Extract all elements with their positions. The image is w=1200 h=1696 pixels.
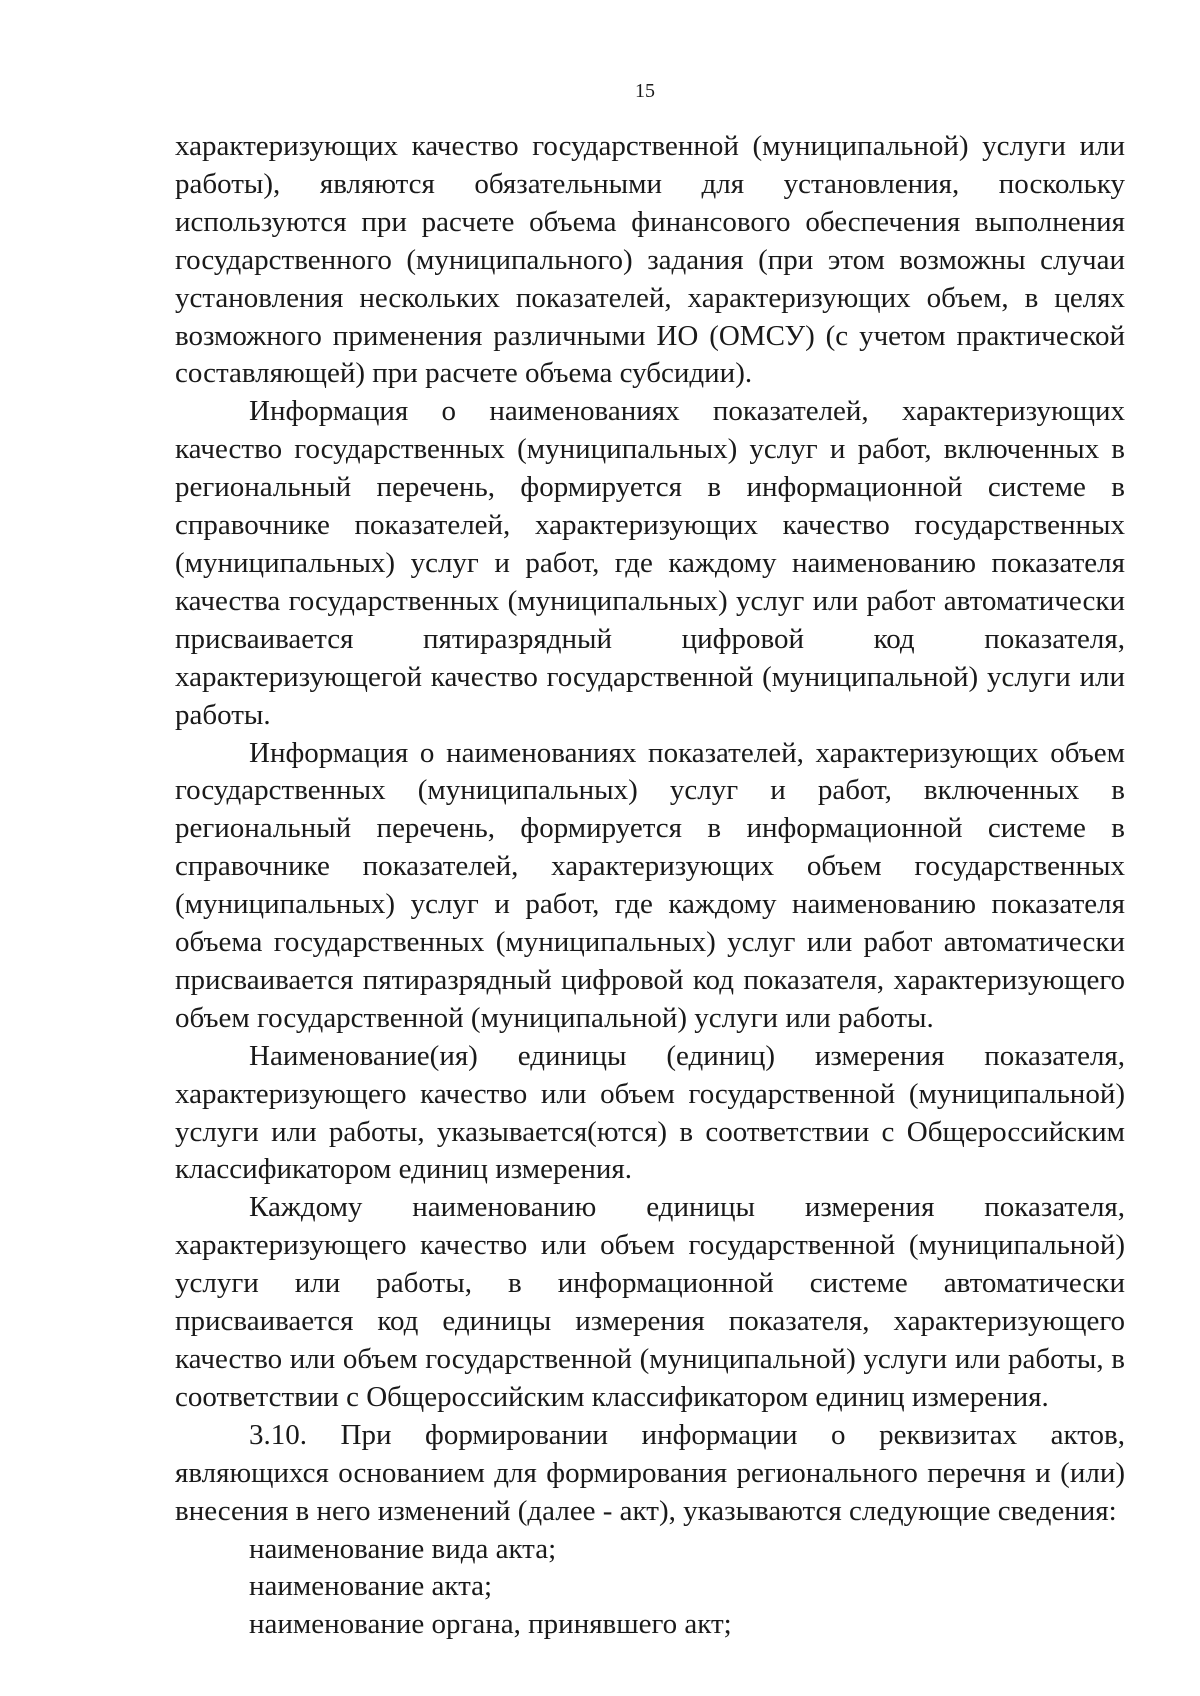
paragraph-quality-indicators: Информация о наименованиях показателей, характеризующих качество государственных (муниципальных) услуг и работ, включенных в региональный перечень, формируется в информационной системе в справочнике показателей, характеризующих качество государственных (муниципальных) услуг и работ, где каждому наименованию показателя качества государственных (муниципальных) услуг или работ автоматически присваивается пятиразрядный цифровой код показателя, характеризующегой качество государственной (муниципальной) услуги или работы. <box>175 395 1125 731</box>
paragraph-measurement-units: Наименование(ия) единицы (единиц) измерения показателя, характеризующего качество или объем государственной (муниципальной) услуги или работы, указывается(ются) в соответствии с Общероссийским классификатором единиц измерения. <box>175 1039 1125 1186</box>
document-body <box>175 128 1125 1644</box>
page-number: 15 <box>635 80 655 102</box>
paragraph-unit-codes: Каждому наименованию единицы измерения показателя, характеризующего качество или объем государственной (муниципальной) услуги или работы, в информационной системе автоматически присваивается код единицы измерения показателя, характеризующего качество или объем государственной (муниципальной) услуги или работы, в соответствии с Общероссийским классификатором единиц измерения. <box>175 1191 1125 1413</box>
paragraph-section-3-10: 3.10. При формировании информации о реквизитах актов, являющихся основанием для формирования регионального перечня и (или) внесения в него изменений (далее - акт), указываются следующие сведения: <box>175 1418 1125 1527</box>
paragraph-continuation: характеризующих качество государственной (муниципальной) услуги или работы), являются обязательными для установления, поскольку используются при расчете объема финансового обеспечения выполнения государственного (муниципального) задания (при этом возможны случаи установления нескольких показателей, характеризующих объем, в целях возможного применения различными ИО (ОМСУ) (с учетом практической составляющей) при расчете объема субсидии). <box>175 130 1125 390</box>
list-item-act-name: наименование акта; <box>249 1570 493 1603</box>
list-item-act-type: наименование вида акта; <box>249 1532 557 1565</box>
paragraph-volume-indicators: Информация о наименованиях показателей, характеризующих объем государственных (муниципальных) услуг и работ, включенных в региональный перечень, формируется в информационной системе в справочнике показателей, характеризующих объем государственных (муниципальных) услуг и работ, где каждому наименованию показателя объема государственных (муниципальных) услуг или работ автоматически присваивается пятиразрядный цифровой код показателя, характеризующего объем государственной (муниципальной) услуги или работы. <box>175 736 1125 1034</box>
list-item-issuing-body: наименование органа, принявшего акт; <box>249 1608 732 1641</box>
